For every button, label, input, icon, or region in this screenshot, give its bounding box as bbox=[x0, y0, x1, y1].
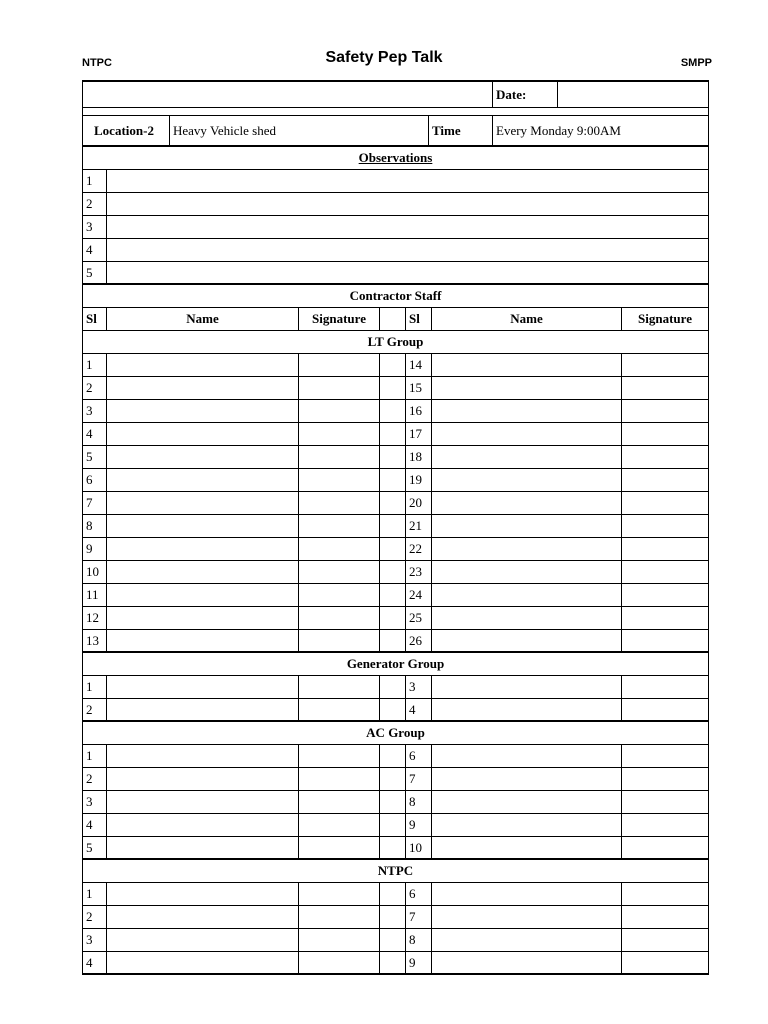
group-title: AC Group bbox=[366, 725, 425, 740]
gap-cell bbox=[379, 538, 405, 560]
name-field-left[interactable] bbox=[106, 446, 298, 468]
col-sl-left: Sl bbox=[86, 311, 97, 326]
observation-field[interactable] bbox=[106, 262, 708, 283]
signature-field-left[interactable] bbox=[298, 607, 379, 629]
staff-row bbox=[82, 952, 709, 975]
name-field-left[interactable] bbox=[106, 837, 298, 858]
staff-row bbox=[82, 377, 709, 400]
time-label: Time bbox=[428, 116, 492, 145]
gap-cell bbox=[379, 584, 405, 606]
sl-left: 3 bbox=[86, 932, 93, 947]
signature-field-right[interactable] bbox=[621, 400, 708, 422]
name-field-left[interactable] bbox=[106, 929, 298, 951]
observation-number: 2 bbox=[86, 196, 93, 211]
signature-field-left[interactable] bbox=[298, 952, 379, 973]
name-field-right[interactable] bbox=[431, 814, 621, 836]
name-field-right[interactable] bbox=[431, 768, 621, 790]
name-field-right[interactable] bbox=[431, 952, 621, 973]
contractor-title: Contractor Staff bbox=[349, 288, 442, 303]
name-field-right[interactable] bbox=[431, 699, 621, 720]
sl-right: 20 bbox=[405, 492, 431, 514]
signature-field-right[interactable] bbox=[621, 561, 708, 583]
name-field-right[interactable] bbox=[431, 745, 621, 767]
sl-left: 1 bbox=[86, 886, 93, 901]
group-title-row bbox=[82, 860, 709, 883]
observation-field[interactable] bbox=[106, 216, 708, 238]
staff-row bbox=[82, 469, 709, 492]
page-header bbox=[0, 0, 768, 80]
sl-left: 3 bbox=[86, 403, 93, 418]
gap-cell bbox=[379, 515, 405, 537]
gap-cell bbox=[379, 814, 405, 836]
name-field-right[interactable] bbox=[431, 929, 621, 951]
gap-cell bbox=[379, 745, 405, 767]
sl-right: 8 bbox=[405, 929, 431, 951]
gap-cell bbox=[379, 377, 405, 399]
sl-right: 10 bbox=[405, 837, 431, 858]
signature-field-left[interactable] bbox=[298, 929, 379, 951]
name-field-left[interactable] bbox=[106, 584, 298, 606]
name-field-right[interactable] bbox=[431, 607, 621, 629]
observation-row bbox=[82, 239, 709, 262]
staff-row bbox=[82, 446, 709, 469]
observation-row bbox=[82, 170, 709, 193]
name-field-right[interactable] bbox=[431, 354, 621, 376]
signature-field-left[interactable] bbox=[298, 699, 379, 720]
staff-row bbox=[82, 515, 709, 538]
name-field-right[interactable] bbox=[431, 492, 621, 514]
sl-right: 7 bbox=[405, 906, 431, 928]
col-name-left: Name bbox=[106, 308, 298, 330]
sl-right: 21 bbox=[405, 515, 431, 537]
gap-cell bbox=[379, 630, 405, 651]
date-label: Date: bbox=[492, 82, 558, 107]
signature-field-right[interactable] bbox=[621, 676, 708, 698]
sl-right: 14 bbox=[405, 354, 431, 376]
staff-row bbox=[82, 492, 709, 515]
observation-row bbox=[82, 216, 709, 239]
sl-left: 2 bbox=[86, 701, 93, 717]
sl-right: 17 bbox=[405, 423, 431, 445]
staff-row bbox=[82, 607, 709, 630]
name-field-right[interactable] bbox=[431, 837, 621, 858]
sl-right: 24 bbox=[405, 584, 431, 606]
signature-field-right[interactable] bbox=[621, 791, 708, 813]
group-title: Generator Group bbox=[346, 656, 445, 671]
signature-field-right[interactable] bbox=[621, 814, 708, 836]
group-title-row bbox=[82, 653, 709, 676]
staff-row bbox=[82, 699, 709, 722]
name-field-left[interactable] bbox=[106, 515, 298, 537]
name-field-right[interactable] bbox=[431, 446, 621, 468]
sl-right: 16 bbox=[405, 400, 431, 422]
signature-field-left[interactable] bbox=[298, 515, 379, 537]
observation-number: 1 bbox=[86, 173, 93, 188]
time-value: Every Monday 9:00AM bbox=[492, 116, 708, 145]
name-field-left[interactable] bbox=[106, 814, 298, 836]
staff-row bbox=[82, 883, 709, 906]
location-row bbox=[82, 116, 709, 147]
signature-field-left[interactable] bbox=[298, 492, 379, 514]
signature-field-left[interactable] bbox=[298, 837, 379, 858]
signature-field-right[interactable] bbox=[621, 699, 708, 720]
name-field-left[interactable] bbox=[106, 768, 298, 790]
gap-cell bbox=[379, 676, 405, 698]
signature-field-right[interactable] bbox=[621, 354, 708, 376]
name-field-right[interactable] bbox=[431, 584, 621, 606]
signature-field-right[interactable] bbox=[621, 883, 708, 905]
staff-row bbox=[82, 423, 709, 446]
name-field-right[interactable] bbox=[431, 630, 621, 651]
sl-right: 18 bbox=[405, 446, 431, 468]
sl-left: 11 bbox=[86, 587, 99, 602]
group-title: LT Group bbox=[367, 334, 424, 349]
name-field-right[interactable] bbox=[431, 377, 621, 399]
name-field-right[interactable] bbox=[431, 469, 621, 491]
sl-right: 8 bbox=[405, 791, 431, 813]
col-sl-right: Sl bbox=[405, 308, 431, 330]
staff-row bbox=[82, 561, 709, 584]
staff-row bbox=[82, 676, 709, 699]
gap-cell bbox=[379, 699, 405, 720]
name-field-right[interactable] bbox=[431, 561, 621, 583]
signature-field-right[interactable] bbox=[621, 607, 708, 629]
signature-field-right[interactable] bbox=[621, 377, 708, 399]
gap-cell bbox=[379, 446, 405, 468]
staff-row bbox=[82, 768, 709, 791]
sl-left: 9 bbox=[86, 541, 93, 556]
name-field-left[interactable] bbox=[106, 699, 298, 720]
group-title-row bbox=[82, 722, 709, 745]
signature-field-left[interactable] bbox=[298, 400, 379, 422]
signature-field-left[interactable] bbox=[298, 814, 379, 836]
observation-row bbox=[82, 262, 709, 285]
gap-cell bbox=[379, 883, 405, 905]
sl-right: 26 bbox=[405, 630, 431, 651]
sl-left: 4 bbox=[86, 426, 93, 441]
sl-left: 3 bbox=[86, 794, 93, 809]
gap-cell bbox=[379, 906, 405, 928]
signature-field-left[interactable] bbox=[298, 446, 379, 468]
gap-cell bbox=[379, 791, 405, 813]
sl-left: 2 bbox=[86, 771, 93, 786]
signature-field-left[interactable] bbox=[298, 791, 379, 813]
col-signature-right: Signature bbox=[621, 308, 708, 330]
signature-field-left[interactable] bbox=[298, 745, 379, 767]
staff-row bbox=[82, 630, 709, 653]
sl-left: 4 bbox=[86, 817, 93, 832]
header-org-right: SMPP bbox=[680, 57, 712, 69]
name-field-right[interactable] bbox=[431, 515, 621, 537]
gap-cell bbox=[379, 561, 405, 583]
sl-left: 2 bbox=[86, 380, 93, 395]
sl-right: 9 bbox=[405, 814, 431, 836]
group-title-row bbox=[82, 331, 709, 354]
signature-field-right[interactable] bbox=[621, 446, 708, 468]
gap-cell bbox=[379, 354, 405, 376]
gap-cell bbox=[379, 492, 405, 514]
signature-field-right[interactable] bbox=[621, 837, 708, 858]
signature-field-left[interactable] bbox=[298, 423, 379, 445]
name-field-left[interactable] bbox=[106, 630, 298, 651]
name-field-right[interactable] bbox=[431, 883, 621, 905]
date-row bbox=[82, 80, 709, 108]
observations-title-row bbox=[82, 147, 709, 170]
observations-title: Observations bbox=[358, 150, 433, 165]
sl-left: 7 bbox=[86, 495, 93, 510]
signature-field-left[interactable] bbox=[298, 469, 379, 491]
name-field-left[interactable] bbox=[106, 676, 298, 698]
name-field-left[interactable] bbox=[106, 906, 298, 928]
name-field-left[interactable] bbox=[106, 377, 298, 399]
signature-field-right[interactable] bbox=[621, 630, 708, 651]
sl-left: 1 bbox=[86, 357, 93, 372]
signature-field-left[interactable] bbox=[298, 354, 379, 376]
col-name-right: Name bbox=[431, 308, 621, 330]
signature-field-right[interactable] bbox=[621, 423, 708, 445]
signature-field-right[interactable] bbox=[621, 745, 708, 767]
signature-field-right[interactable] bbox=[621, 469, 708, 491]
col-signature-left: Signature bbox=[298, 308, 379, 330]
sl-right: 4 bbox=[405, 699, 431, 720]
staff-row bbox=[82, 929, 709, 952]
spacer-row bbox=[82, 108, 709, 116]
location-value: Heavy Vehicle shed bbox=[169, 116, 428, 145]
name-field-left[interactable] bbox=[106, 883, 298, 905]
signature-field-left[interactable] bbox=[298, 630, 379, 651]
name-field-right[interactable] bbox=[431, 538, 621, 560]
signature-field-right[interactable] bbox=[621, 584, 708, 606]
staff-row bbox=[82, 584, 709, 607]
signature-field-right[interactable] bbox=[621, 952, 708, 973]
sl-left: 5 bbox=[86, 839, 93, 855]
signature-field-left[interactable] bbox=[298, 676, 379, 698]
date-field[interactable] bbox=[557, 82, 708, 107]
name-field-left[interactable] bbox=[106, 492, 298, 514]
gap-cell bbox=[379, 768, 405, 790]
header-org-left: NTPC bbox=[82, 57, 112, 69]
gap-cell bbox=[379, 400, 405, 422]
signature-field-left[interactable] bbox=[298, 906, 379, 928]
col-gap bbox=[379, 308, 405, 330]
gap-cell bbox=[379, 929, 405, 951]
gap-cell bbox=[379, 837, 405, 858]
sl-left: 8 bbox=[86, 518, 93, 533]
staff-row bbox=[82, 814, 709, 837]
page-title: Safety Pep Talk bbox=[325, 49, 443, 66]
name-field-left[interactable] bbox=[106, 400, 298, 422]
sl-right: 3 bbox=[405, 676, 431, 698]
sl-left: 5 bbox=[86, 449, 93, 464]
sl-right: 6 bbox=[405, 883, 431, 905]
location-label: Location-2 bbox=[94, 122, 154, 138]
gap-cell bbox=[379, 469, 405, 491]
sl-left: 12 bbox=[86, 610, 99, 625]
name-field-right[interactable] bbox=[431, 676, 621, 698]
signature-field-right[interactable] bbox=[621, 929, 708, 951]
name-field-left[interactable] bbox=[106, 745, 298, 767]
staff-row bbox=[82, 354, 709, 377]
sl-left: 6 bbox=[86, 472, 93, 487]
name-field-left[interactable] bbox=[106, 538, 298, 560]
sl-right: 25 bbox=[405, 607, 431, 629]
sl-right: 23 bbox=[405, 561, 431, 583]
signature-field-right[interactable] bbox=[621, 515, 708, 537]
sl-right: 15 bbox=[405, 377, 431, 399]
signature-field-left[interactable] bbox=[298, 768, 379, 790]
observation-field[interactable] bbox=[106, 239, 708, 261]
sl-right: 6 bbox=[405, 745, 431, 767]
column-header-row bbox=[82, 308, 709, 331]
signature-field-left[interactable] bbox=[298, 561, 379, 583]
gap-cell bbox=[379, 607, 405, 629]
gap-cell bbox=[379, 423, 405, 445]
sl-right: 22 bbox=[405, 538, 431, 560]
signature-field-left[interactable] bbox=[298, 377, 379, 399]
signature-field-right[interactable] bbox=[621, 538, 708, 560]
name-field-left[interactable] bbox=[106, 469, 298, 491]
observation-number: 4 bbox=[86, 242, 93, 257]
observation-field[interactable] bbox=[106, 193, 708, 215]
name-field-left[interactable] bbox=[106, 561, 298, 583]
gap-cell bbox=[379, 952, 405, 973]
signature-field-right[interactable] bbox=[621, 906, 708, 928]
staff-row bbox=[82, 906, 709, 929]
staff-row bbox=[82, 791, 709, 814]
sl-left: 10 bbox=[86, 564, 99, 579]
name-field-left[interactable] bbox=[106, 607, 298, 629]
group-title: NTPC bbox=[377, 863, 414, 878]
observation-field[interactable] bbox=[106, 170, 708, 192]
name-field-right[interactable] bbox=[431, 906, 621, 928]
observation-number: 5 bbox=[86, 264, 93, 280]
pep-talk-form bbox=[82, 80, 709, 975]
staff-row bbox=[82, 400, 709, 423]
signature-field-right[interactable] bbox=[621, 492, 708, 514]
staff-row bbox=[82, 538, 709, 561]
staff-row bbox=[82, 745, 709, 768]
signature-field-right[interactable] bbox=[621, 768, 708, 790]
sl-left: 4 bbox=[86, 954, 93, 970]
sl-left: 1 bbox=[86, 748, 93, 763]
signature-field-left[interactable] bbox=[298, 538, 379, 560]
sl-right: 7 bbox=[405, 768, 431, 790]
sl-right: 19 bbox=[405, 469, 431, 491]
name-field-right[interactable] bbox=[431, 791, 621, 813]
sl-left: 1 bbox=[86, 679, 93, 694]
name-field-right[interactable] bbox=[431, 400, 621, 422]
name-field-left[interactable] bbox=[106, 423, 298, 445]
name-field-left[interactable] bbox=[106, 791, 298, 813]
sl-right: 9 bbox=[405, 952, 431, 973]
name-field-left[interactable] bbox=[106, 354, 298, 376]
observation-row bbox=[82, 193, 709, 216]
name-field-right[interactable] bbox=[431, 423, 621, 445]
sl-left: 13 bbox=[86, 632, 99, 648]
name-field-left[interactable] bbox=[106, 952, 298, 973]
contractor-title-row bbox=[82, 285, 709, 308]
observation-number: 3 bbox=[86, 219, 93, 234]
staff-row bbox=[82, 837, 709, 860]
sl-left: 2 bbox=[86, 909, 93, 924]
signature-field-left[interactable] bbox=[298, 883, 379, 905]
signature-field-left[interactable] bbox=[298, 584, 379, 606]
